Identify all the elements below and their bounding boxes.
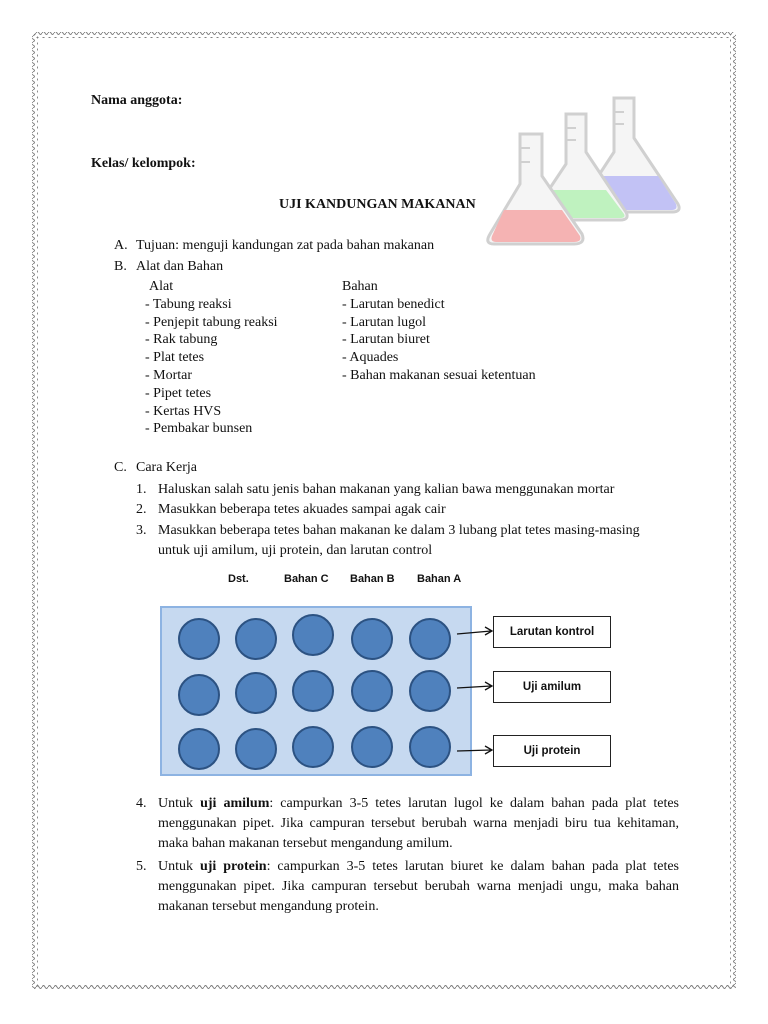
section-b-text: Alat dan Bahan xyxy=(136,259,224,274)
list-item: - Penjepit tabung reaksi xyxy=(145,314,278,330)
section-a-letter: A. xyxy=(114,238,128,253)
step-number: 5. xyxy=(136,859,147,874)
plate-well xyxy=(292,670,334,712)
list-item: - Pembakar bunsen xyxy=(145,421,253,437)
plate-well xyxy=(178,674,220,716)
step-line: untuk uji amilum, uji protein, dan larutan control xyxy=(158,543,433,558)
list-item: - Bahan makanan sesuai ketentuan xyxy=(342,367,536,383)
kelas-kelompok-label: Kelas/ kelompok: xyxy=(91,156,196,171)
list-item: - Kertas HVS xyxy=(145,403,222,419)
plate-well xyxy=(292,614,334,656)
step-line: Masukkan beberapa tetes bahan makanan ke dalam 3 lubang plat tetes masing-masing xyxy=(158,523,640,538)
column-label-bahan-c: Bahan C xyxy=(284,573,329,585)
step-text xyxy=(158,857,679,917)
step-number: 4. xyxy=(136,796,147,811)
plate-well xyxy=(292,726,334,768)
list-item: - Mortar xyxy=(145,367,193,383)
column-label-dst: Dst. xyxy=(228,573,249,585)
section-c-text: Cara Kerja xyxy=(136,460,198,475)
step-number: 1. xyxy=(136,482,147,497)
row-label-text: Uji protein xyxy=(523,745,581,757)
plate-well xyxy=(351,726,393,768)
alat-items xyxy=(145,296,278,438)
step-prefix: Untuk xyxy=(158,859,200,874)
step-keyword: uji amilum xyxy=(200,796,270,811)
step-keyword: uji protein xyxy=(199,859,267,874)
step-text: Masukkan beberapa tetes akuades sampai agak cair xyxy=(158,502,446,517)
plate-well xyxy=(409,726,451,768)
row-label-uji-protein xyxy=(493,735,611,767)
list-item: - Rak tabung xyxy=(145,332,218,348)
row-label-text: Larutan kontrol xyxy=(509,626,595,638)
list-item: - Pipet tetes xyxy=(145,385,212,401)
bahan-list xyxy=(342,278,536,385)
alat-list xyxy=(145,278,278,438)
row-label-uji-amilum xyxy=(493,671,611,703)
list-item: - Plat tetes xyxy=(145,350,205,366)
column-label-bahan-b: Bahan B xyxy=(350,573,395,585)
list-item: - Tabung reaksi xyxy=(145,296,232,312)
section-c-letter: C. xyxy=(114,460,127,475)
alat-heading: Alat xyxy=(149,279,174,294)
list-item: - Larutan lugol xyxy=(342,314,426,330)
list-item: - Larutan biuret xyxy=(342,332,430,348)
step-prefix: Untuk xyxy=(158,796,201,811)
plate-well xyxy=(178,618,220,660)
plate-well xyxy=(178,728,220,770)
drop-plate xyxy=(160,606,472,776)
list-item: - Larutan benedict xyxy=(342,296,445,312)
column-label-bahan-a: Bahan A xyxy=(417,573,462,585)
plate-well xyxy=(351,618,393,660)
step-rest: : campurkan 3-5 tetes larutan biuret ke dalam bahan pada plat tetes menggunakan pipet. Jika campuran tersebut berubah warna menjadi ungu, maka bahan makanan tersebut mengandung protein. xyxy=(158,859,680,914)
plate-well xyxy=(409,670,451,712)
row-label-text: Uji amilum xyxy=(522,681,582,693)
step-text xyxy=(158,794,679,854)
section-b-letter: B. xyxy=(114,259,127,274)
step-rest: : campurkan 3-5 tetes larutan lugol ke dalam bahan pada plat tetes menggunakan pipet. Jika campuran tersebut berubah warna menjadi biru tua kehitaman, maka bahan makanan tersebut mengandung amilum. xyxy=(158,796,679,851)
step-number: 3. xyxy=(136,523,147,538)
plate-well xyxy=(235,672,277,714)
flasks-illustration xyxy=(486,92,686,252)
plate-well xyxy=(235,728,277,770)
section-a-text: Tujuan: menguji kandungan zat pada bahan makanan xyxy=(136,238,435,253)
plate-well xyxy=(351,670,393,712)
bahan-heading: Bahan xyxy=(342,279,378,294)
page-title: UJI KANDUNGAN MAKANAN xyxy=(279,197,476,212)
step-number: 2. xyxy=(136,502,147,517)
plate-well xyxy=(235,618,277,660)
step-text: Haluskan salah satu jenis bahan makanan yang kalian bawa menggunakan mortar xyxy=(158,482,615,497)
step-text xyxy=(158,521,681,561)
list-item: - Aquades xyxy=(342,350,399,366)
nama-anggota-label: Nama anggota: xyxy=(91,93,183,108)
plate-well xyxy=(409,618,451,660)
row-label-larutan-kontrol xyxy=(493,616,611,648)
